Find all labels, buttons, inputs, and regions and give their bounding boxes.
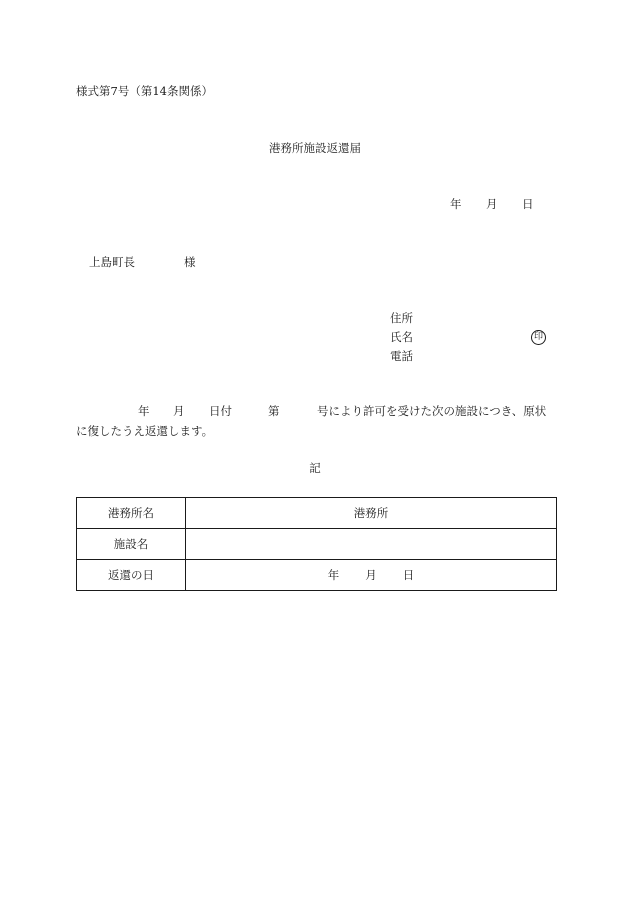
address-label: 住所 <box>390 311 413 325</box>
name-label: 氏名 <box>390 330 413 344</box>
permit-number-prefix: 第 <box>268 404 280 418</box>
port-office-name-value: 港務所 <box>186 498 557 529</box>
return-date-label: 返還の日 <box>77 560 186 591</box>
body-text-line2: に復したうえ返還します。 <box>76 424 214 438</box>
return-year-label: 年 <box>327 568 340 582</box>
permit-year-label: 年 <box>138 404 150 418</box>
permit-month-label: 月 <box>173 404 185 418</box>
addressee-honorific: 様 <box>184 255 196 269</box>
table-row <box>77 498 557 529</box>
return-day-label: 日 <box>402 568 415 582</box>
date-day-label: 日 <box>522 197 534 211</box>
return-date-value <box>186 560 557 591</box>
facility-name-value <box>186 529 557 560</box>
form-number: 様式第7号（第14条関係） <box>76 84 213 98</box>
body-text-line1: 号により許可を受けた次の施設につき、原状 <box>317 404 547 418</box>
table-row <box>77 560 557 591</box>
facility-table <box>76 497 557 591</box>
date-year-label: 年 <box>450 197 462 211</box>
document-title: 港務所施設返還届 <box>269 141 361 155</box>
addressee-name: 上島町長 <box>89 255 135 269</box>
facility-name-label: 施設名 <box>77 529 186 560</box>
seal-mark: 印 <box>531 330 546 345</box>
permit-dated-label: 日付 <box>209 404 232 418</box>
port-office-name-label: 港務所名 <box>77 498 186 529</box>
table-row <box>77 529 557 560</box>
return-month-label: 月 <box>365 568 377 582</box>
phone-label: 電話 <box>390 349 413 363</box>
note-mark: 記 <box>309 461 321 475</box>
date-month-label: 月 <box>486 197 498 211</box>
